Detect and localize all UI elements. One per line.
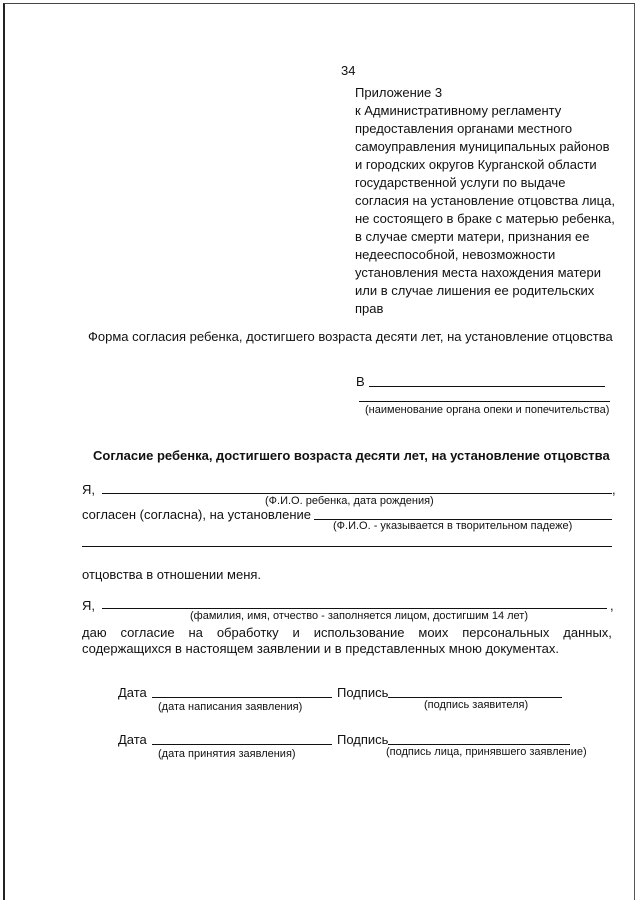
appendix-line: и городских округов Курганской области xyxy=(355,157,597,172)
applicant-suffix: , xyxy=(610,598,614,613)
applicant-name-input-line[interactable] xyxy=(102,608,607,609)
data-consent-word: согласие xyxy=(120,625,175,640)
child-caption: (Ф.И.О. ребенка, дата рождения) xyxy=(265,495,434,507)
child-name-input-line[interactable] xyxy=(102,493,612,494)
appendix-line: к Административному регламенту xyxy=(355,103,562,118)
appendix-line: установления места нахождения матери xyxy=(355,265,601,280)
data-consent-word: данных, xyxy=(563,625,612,640)
signature-input-line-2[interactable] xyxy=(388,744,570,745)
date-caption-2: (дата принятия заявления) xyxy=(158,748,296,760)
consent-text: согласен (согласна), на установление xyxy=(82,507,312,522)
data-consent-word: моих xyxy=(418,625,449,640)
appendix-line: согласия на установление отцовства лица, xyxy=(355,193,615,208)
date-label-1: Дата xyxy=(118,685,147,700)
date-caption-1: (дата написания заявления) xyxy=(158,701,303,713)
data-consent-word: обработку xyxy=(216,625,279,640)
data-consent-word: персональных xyxy=(462,625,550,640)
data-consent-word: даю xyxy=(82,625,107,640)
form-title: Форма согласия ребенка, достигшего возраста десяти лет, на установление отцовства xyxy=(88,329,613,344)
recipient-prefix: В xyxy=(356,374,365,389)
applicant-caption: (фамилия, имя, отчество - заполняется лицом, достигшим 14 лет) xyxy=(190,610,528,622)
date-label-2: Дата xyxy=(118,732,147,747)
recipient-caption: (наименование органа опеки и попечительства) xyxy=(365,404,610,416)
data-consent-word: на xyxy=(188,625,203,640)
appendix-text xyxy=(355,102,615,318)
signature-input-line-1[interactable] xyxy=(388,697,562,698)
applicant-prefix: Я, xyxy=(82,598,95,613)
father-name-input-line-2[interactable] xyxy=(82,546,612,547)
data-consent-word: и xyxy=(292,625,300,640)
appendix-line: или в случае лишения ее родительских xyxy=(355,283,595,298)
recipient-input-line-2[interactable] xyxy=(359,401,610,402)
consent-heading: Согласие ребенка, достигшего возраста десяти лет, на установление отцовства xyxy=(93,448,610,463)
date-input-line-1[interactable] xyxy=(152,697,332,698)
date-input-line-2[interactable] xyxy=(152,744,332,745)
appendix-title: Приложение 3 xyxy=(355,85,443,100)
appendix-line: прав xyxy=(355,301,384,316)
recipient-input-line[interactable] xyxy=(369,386,605,387)
child-suffix: , xyxy=(612,482,616,497)
appendix-line: недееспособной, невозможности xyxy=(355,247,556,262)
consent-caption: (Ф.И.О. - указывается в творительном падеже) xyxy=(333,520,573,532)
paternity-text: отцовства в отношении меня. xyxy=(82,567,262,582)
page-number: 34 xyxy=(341,63,356,78)
data-consent-line-2: содержащихся в настоящем заявлении и в представленных мною документах. xyxy=(82,641,560,656)
appendix-line: самоуправления муниципальных районов xyxy=(355,139,610,154)
sign-caption-1: (подпись заявителя) xyxy=(424,699,529,711)
appendix-line: предоставления органами местного xyxy=(355,121,573,136)
appendix-line: государственной услуги по выдаче xyxy=(355,175,566,190)
appendix-line: в случае смерти матери, признания ее xyxy=(355,229,590,244)
sign-caption-2: (подпись лица, принявшего заявление) xyxy=(386,746,587,758)
child-prefix: Я, xyxy=(82,482,95,497)
sign-label-1: Подпись xyxy=(337,685,389,700)
appendix-line: не состоящего в браке с матерью ребенка, xyxy=(355,211,615,226)
sign-label-2: Подпись xyxy=(337,732,389,747)
data-consent-word: использование xyxy=(313,625,405,640)
